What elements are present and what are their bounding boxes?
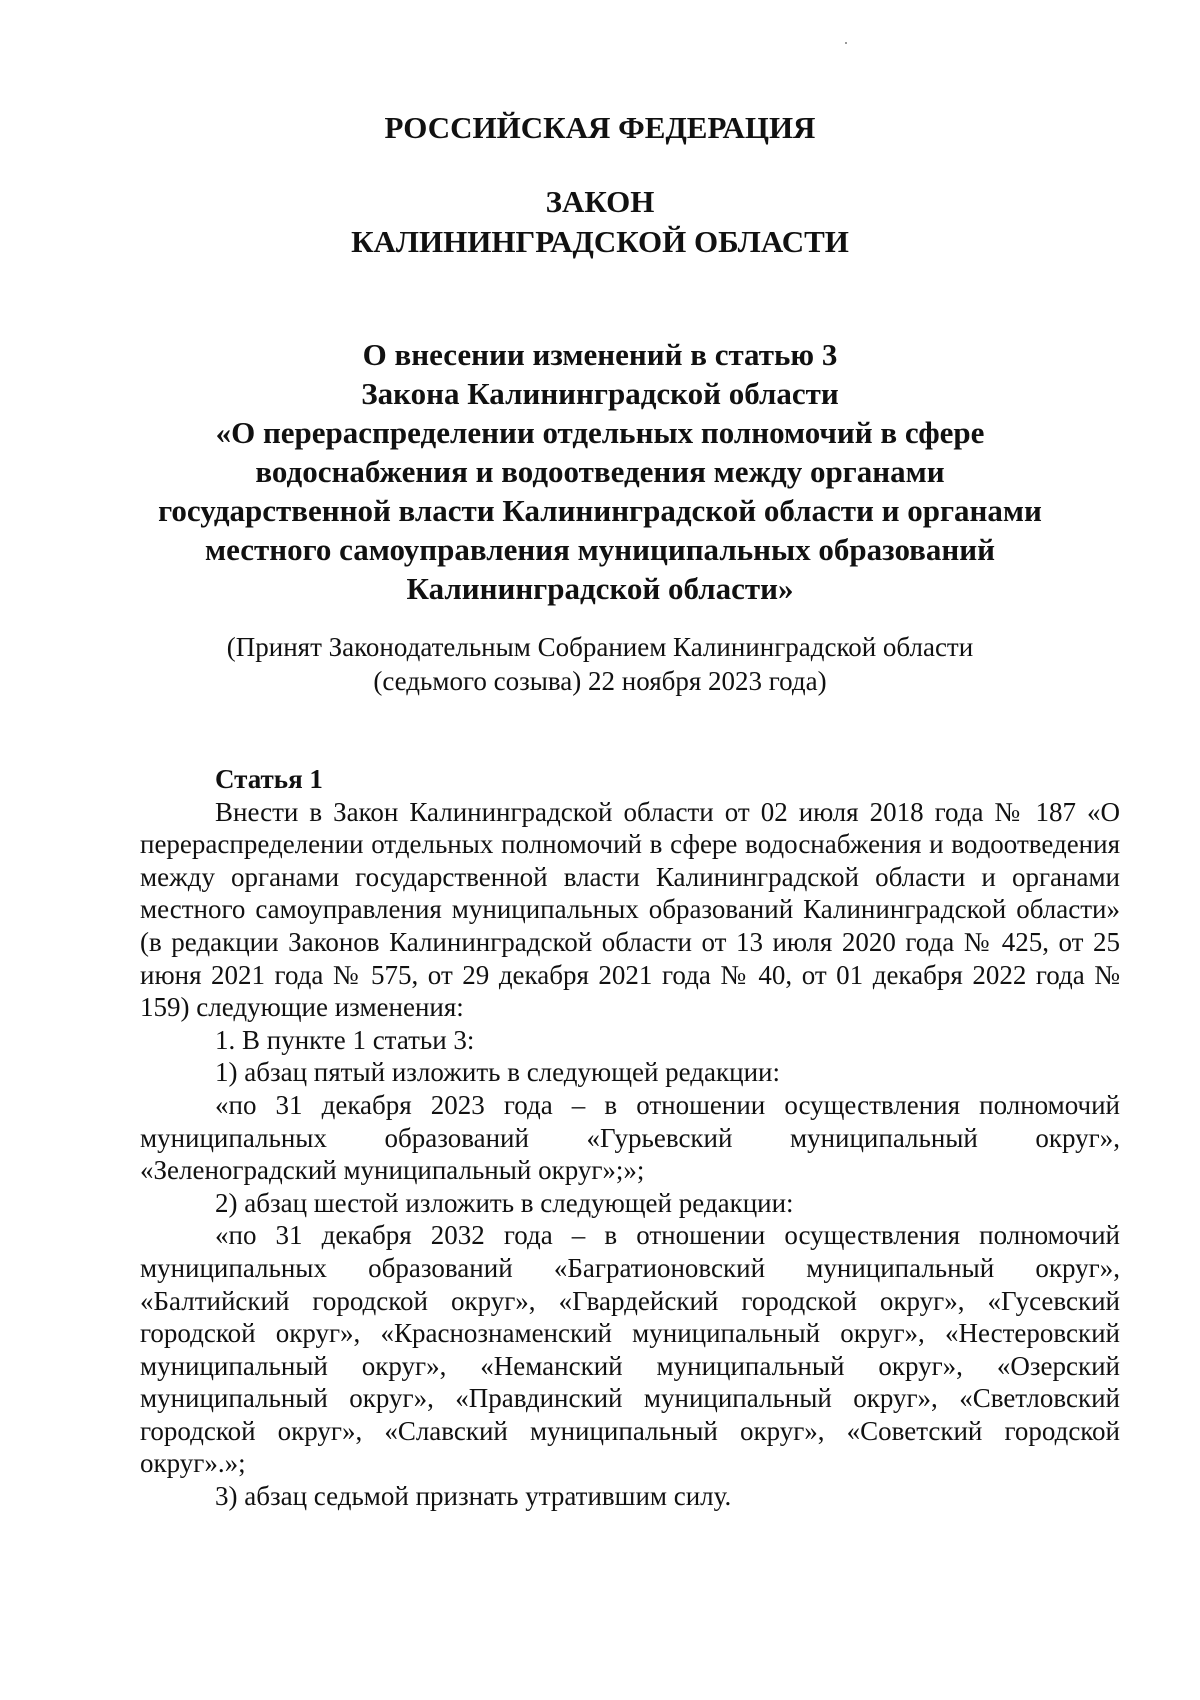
law-heading-line-2: КАЛИНИНГРАДСКОЙ ОБЛАСТИ (351, 224, 849, 259)
subpoint-2: 2) абзац шестой изложить в следующей редакции: (215, 1187, 794, 1218)
point-1: 1. В пункте 1 статьи 3: (215, 1024, 475, 1055)
subpoint-1: 1) абзац пятый изложить в следующей редакции: (215, 1057, 780, 1088)
adoption-note-line-2: (седьмого созыва) 22 ноября 2023 года) (373, 666, 827, 696)
quote-paragraph-2: «по 31 декабря 2032 года – в отношении осуществления полномочий муниципальных образований «Багратионовский муниципальный округ», «Балтийский городской округ», «Гвардейский городской округ», «Гусевский городской округ», «Краснознаменский муниципальный округ», «Нестеровский муниципальный округ», «Неманский муниципальный округ», «Озерский муниципальный округ», «Правдинский муниципальный округ», «Светловский городской округ», «Славский муниципальный округ», «Советский городской округ».»; (140, 1220, 1120, 1479)
adoption-note (0, 630, 1200, 698)
law-heading-line-1: ЗАКОН (545, 184, 655, 219)
law-title-line: «О перераспределении отдельных полномочий в сфере (215, 415, 985, 450)
law-title-line: О внесении изменений в статью 3 (362, 337, 838, 372)
scan-speck (845, 42, 847, 44)
federation-heading: РОССИЙСКАЯ ФЕДЕРАЦИЯ (384, 110, 816, 145)
law-heading (0, 182, 1200, 262)
law-title-line: Закона Калининградской области (361, 376, 839, 411)
law-title-line: местного самоуправления муниципальных образований (204, 532, 995, 567)
adoption-note-line-1: (Принят Законодательным Собранием Калининградской области (226, 632, 974, 662)
law-title-line: государственной власти Калининградской области и органами (158, 493, 1042, 528)
quote-paragraph-1: «по 31 декабря 2023 года – в отношении осуществления полномочий муниципальных образований «Гурьевский муниципальный округ», «Зеленоградский муниципальный округ»;»; (140, 1089, 1120, 1186)
law-title-line: Калининградской области» (406, 571, 794, 606)
law-title (0, 335, 1200, 608)
article-1 (140, 763, 1120, 1513)
article-heading: Статья 1 (215, 764, 323, 794)
subpoint-3: 3) абзац седьмой признать утратившим силу. (215, 1481, 732, 1512)
article-intro-paragraph: Внести в Закон Калининградской области от 02 июля 2018 года № 187 «О перераспределении отдельных полномочий в сфере водоснабжения и водоотведения между органами государственной власти Калининградской области и органами местного самоуправления муниципальных образований Калининградской области» (в редакции Законов Калининградской области от 13 июля 2020 года № 425, от 25 июня 2021 года № 575, от 29 декабря 2021 года № 40, от 01 декабря 2022 года № 159) следующие изменения: (140, 796, 1120, 1023)
law-title-line: водоснабжения и водоотведения между органами (255, 454, 945, 489)
